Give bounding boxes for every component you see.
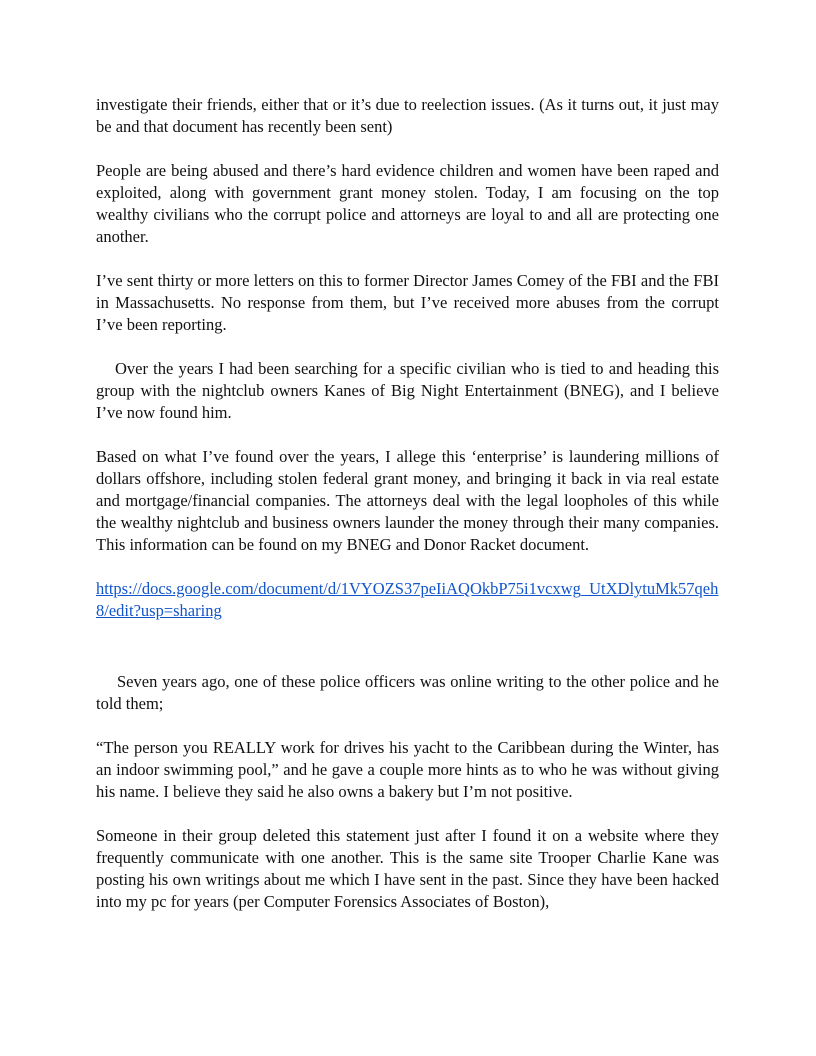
- paragraph-searching: Over the years I had been searching for a specific civilian who is tied to and heading this group with the nightclub owners Kanes of Big Night Entertainment (BNEG), and I believe I’ve now found him.: [96, 359, 719, 422]
- document-page: [96, 94, 719, 935]
- paragraph-quote: “The person you REALLY work for drives his yacht to the Caribbean during the Winter, has an indoor swimming pool,” and he gave a couple more hints as to who he was without giving his name. I believe they said he also owns a bakery but I’m not positive.: [96, 738, 719, 801]
- document-link[interactable]: https://docs.google.com/document/d/1VYOZS37peIiAQOkbP75i1vcxwg_UtXDlytuMk57qeh8/edit?usp=sharing: [96, 579, 719, 620]
- paragraph-abuse: People are being abused and there’s hard evidence children and women have been raped and exploited, along with government grant money stolen. Today, I am focusing on the top wealthy civilians who the corrupt police and attorneys are loyal to and all are protecting one another.: [96, 161, 719, 246]
- paragraph-laundering: Based on what I’ve found over the years, I allege this ‘enterprise’ is laundering millions of dollars offshore, including stolen federal grant money, and bringing it back in via real estate and mortgage/financial companies. The attorneys deal with the legal loopholes of this while the wealthy nightclub and business owners launder the money through their many companies. This information can be found on my BNEG and Donor Racket document.: [96, 447, 719, 554]
- paragraph-investigate: investigate their friends, either that or it’s due to reelection issues. (As it turns out, it just may be and that document has recently been sent): [96, 95, 719, 136]
- paragraph-deleted-statement: Someone in their group deleted this statement just after I found it on a website where they frequently communicate with one another. This is the same site Trooper Charlie Kane was posting his own writings about me which I have sent in the past. Since they have been hacked into my pc for years (per Computer Forensics Associates of Boston),: [96, 826, 719, 911]
- paragraph-letters-fbi: I’ve sent thirty or more letters on this to former Director James Comey of the FBI and the FBI in Massachusetts. No response from them, but I’ve received more abuses from the corrupt I’ve been reporting.: [96, 271, 719, 334]
- paragraph-seven-years: Seven years ago, one of these police officers was online writing to the other police and he told them;: [96, 672, 719, 713]
